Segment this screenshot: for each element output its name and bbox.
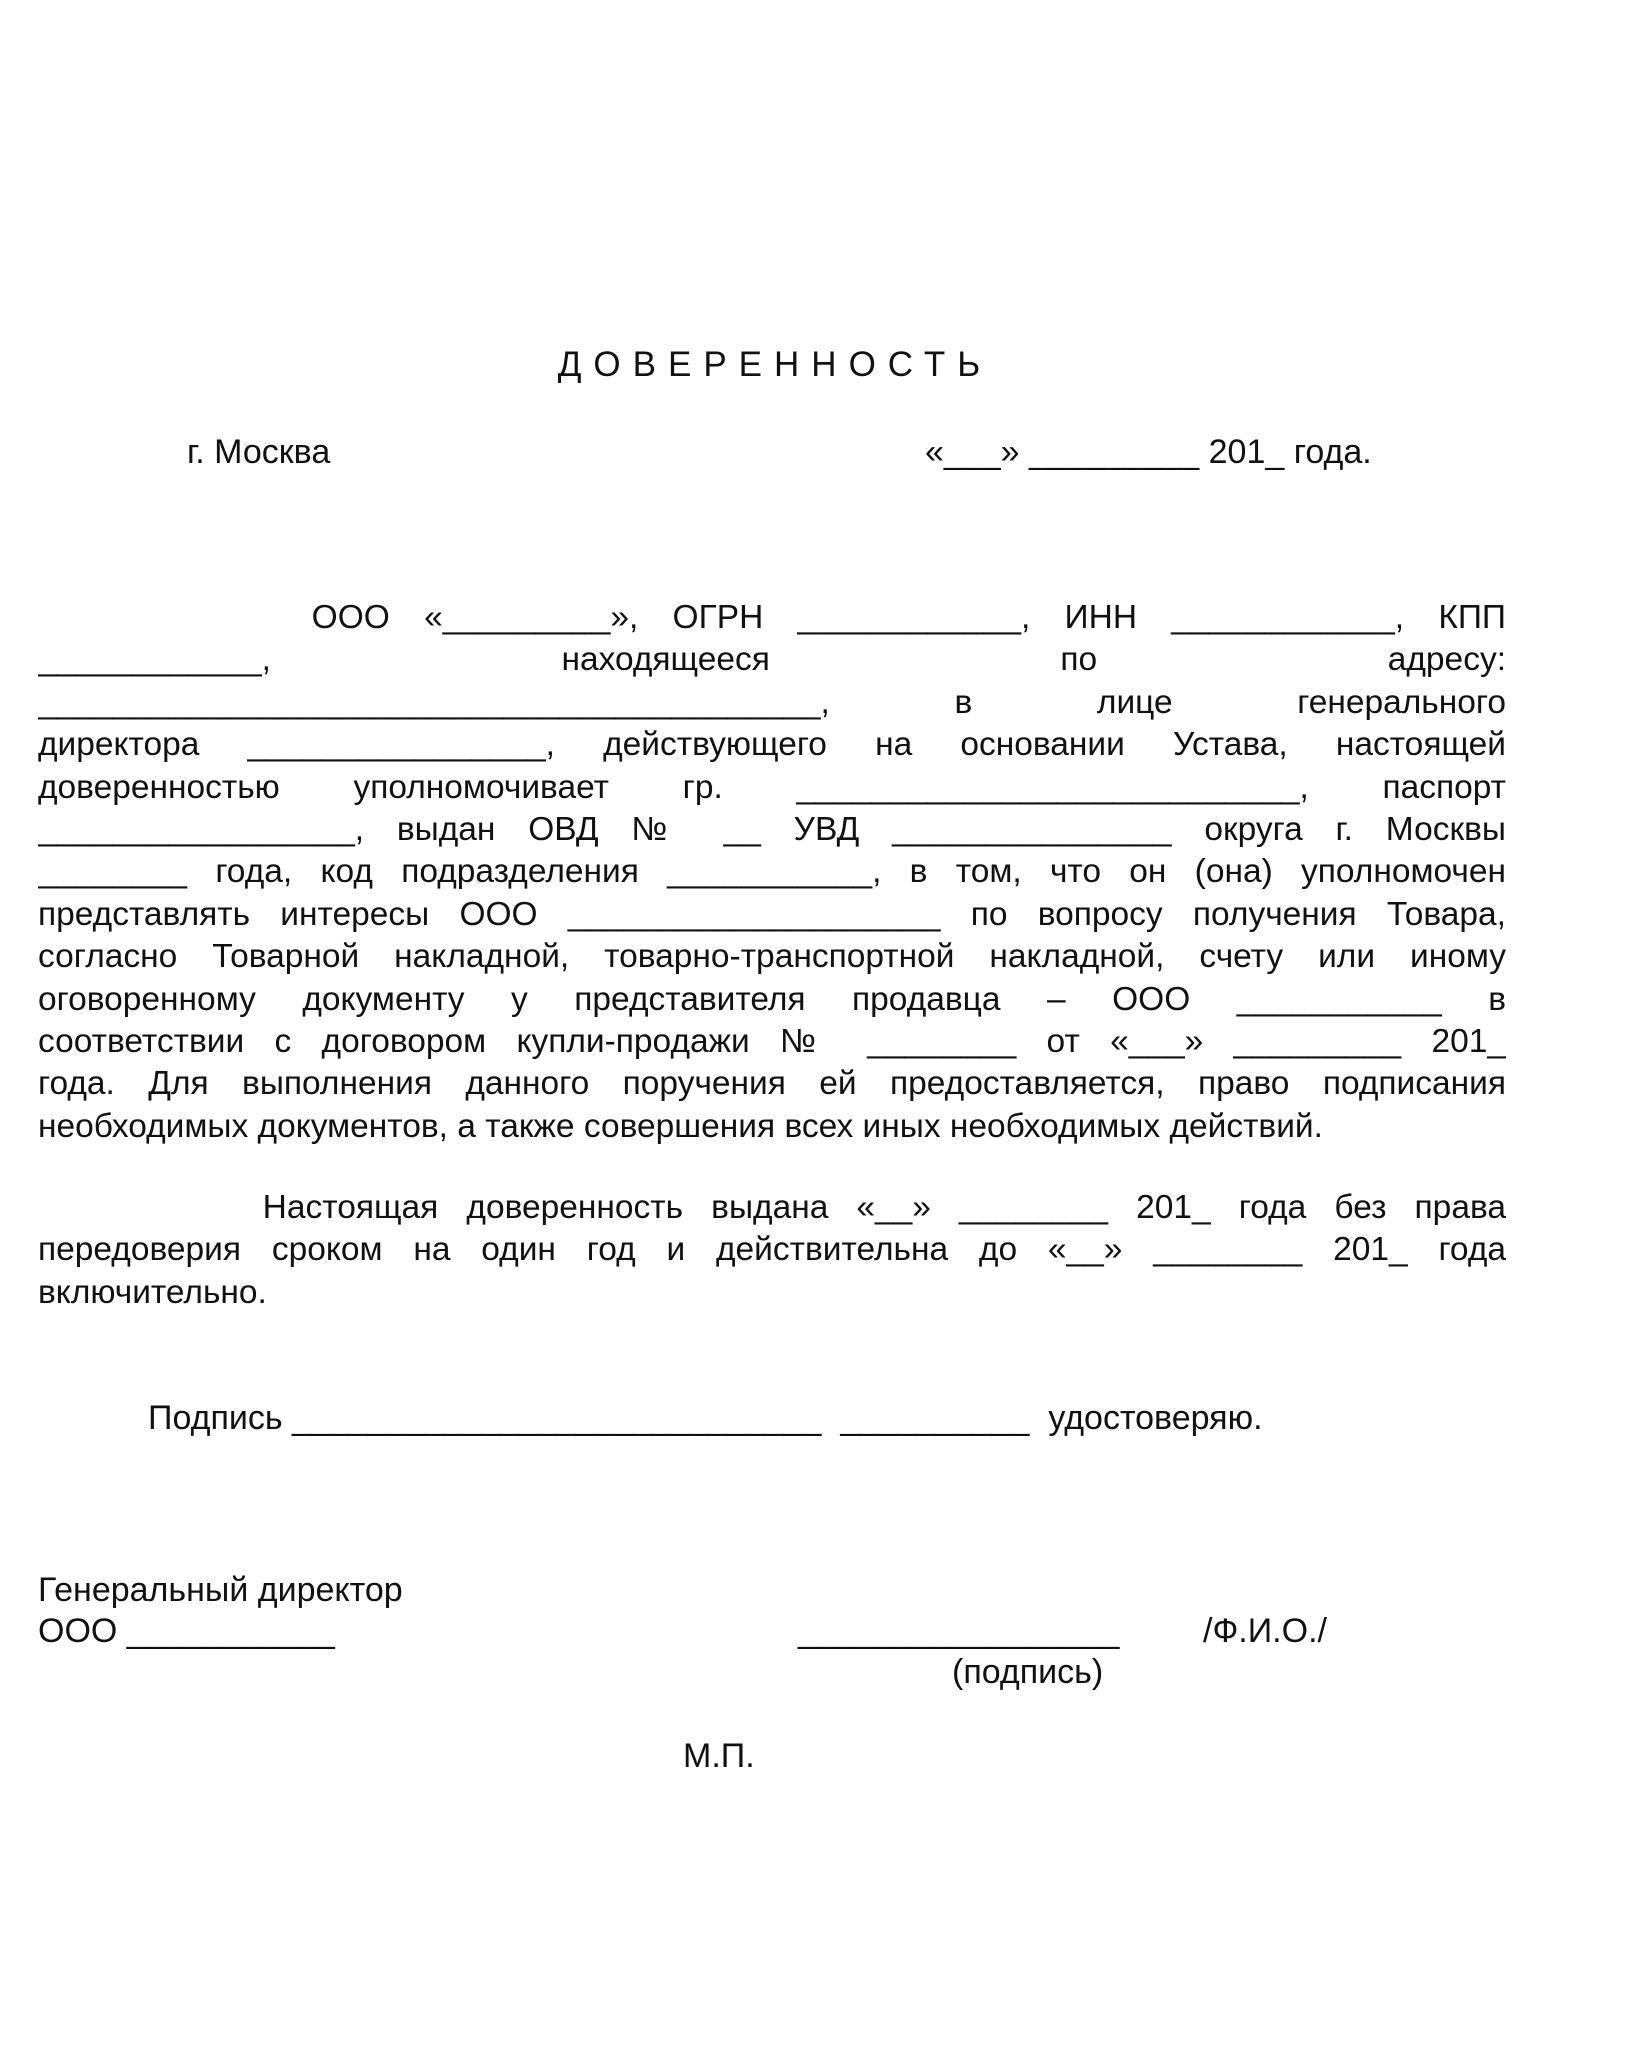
stamp-place: М.П. (683, 1737, 755, 1775)
paragraph-line: Настоящая доверенность выдана «__» ________ 201_ года без права (38, 1189, 1506, 1226)
signature-attestation: Подпись ____________________________ __________ удостоверяю. (148, 1399, 1263, 1437)
paragraph-line: включительно. (38, 1273, 267, 1311)
paragraph-line: ____________, находящееся по адресу: (38, 641, 1506, 679)
paragraph-main (38, 597, 1506, 1148)
paragraph-line: согласно Товарной накладной, товарно-транспортной накладной, счету или иному (38, 938, 1506, 976)
paragraph-line: __________________________________________, в лице генерального (38, 683, 1506, 721)
director-title: Генеральный директор (38, 1571, 403, 1609)
document-date: «___» _________ 201_ года. (925, 433, 1372, 471)
document-city: г. Москва (187, 433, 331, 471)
paragraph-line: доверенностью уполномочивает гр. ___________________________, паспорт (38, 768, 1506, 806)
paragraph-line: директора ________________, действующего на основании Устава, настоящей (38, 726, 1506, 764)
paragraph-line: представлять интересы ООО ____________________ по вопросу получения Товара, (38, 895, 1506, 933)
signature-caption: (подпись) (952, 1653, 1104, 1691)
director-fio: /Ф.И.О./ (1203, 1612, 1327, 1650)
paragraph-validity (38, 1187, 1506, 1314)
paragraph-line: ООО «_________», ОГРН ____________, ИНН ____________, КПП (38, 599, 1506, 636)
director-signature-line: _________________ (798, 1612, 1120, 1650)
paragraph-line: года. Для выполнения данного поручения ей предоставляется, право подписания (38, 1065, 1506, 1103)
paragraph-line: передоверия сроком на один год и действительна до «__» ________ 201_ года (38, 1231, 1506, 1269)
paragraph-line: оговоренному документу у представителя продавца – ООО ___________ в (38, 980, 1506, 1018)
paragraph-line: соответствии с договором купли-продажи № ________ от «___» _________ 201_ (38, 1022, 1506, 1060)
director-organization: ООО ___________ (38, 1612, 335, 1650)
paragraph-line: ________ года, код подразделения ___________, в том, что он (она) уполномочен (38, 853, 1506, 891)
document-title: ДОВЕРЕННОСТЬ (557, 345, 993, 384)
paragraph-line: _________________, выдан ОВД № __ УВД _______________ округа г. Москвы (38, 810, 1506, 848)
paragraph-line: необходимых документов, а также совершения всех иных необходимых действий. (38, 1107, 1323, 1145)
